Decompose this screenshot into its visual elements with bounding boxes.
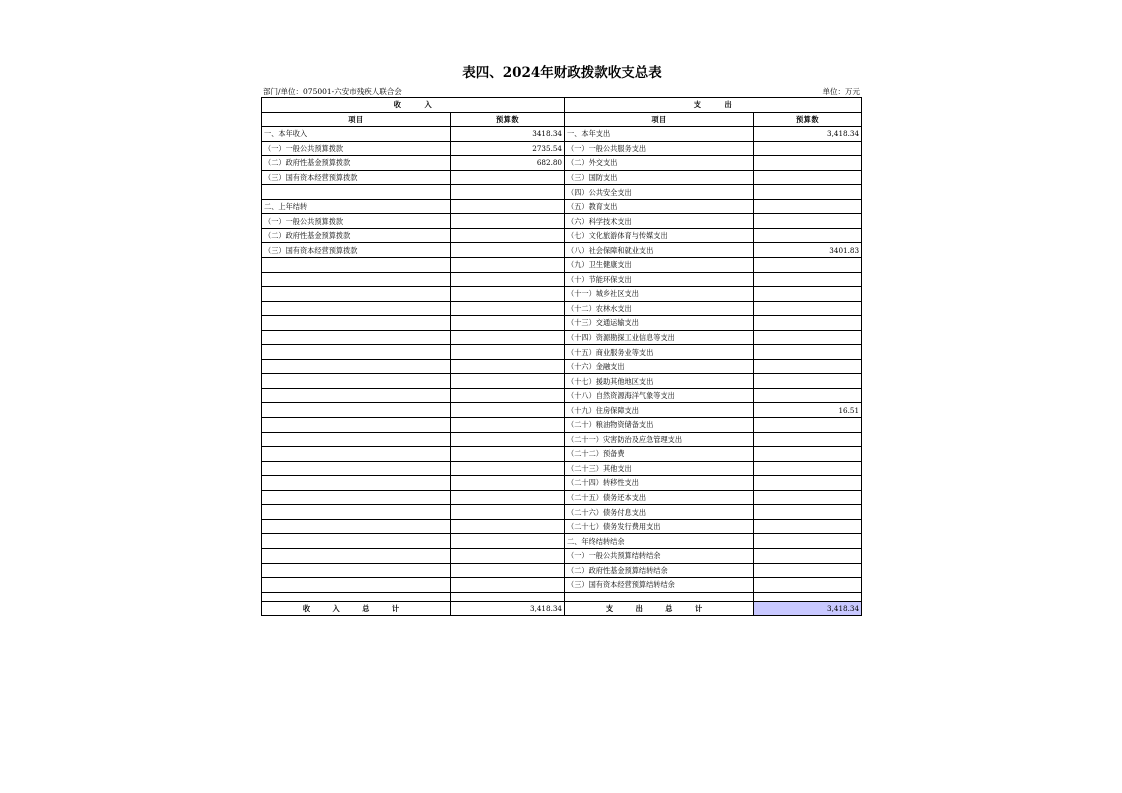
income-value-cell bbox=[451, 258, 565, 273]
income-item-cell bbox=[262, 476, 451, 491]
income-value-cell bbox=[451, 170, 565, 185]
income-item-cell bbox=[262, 490, 451, 505]
department-label: 部门/单位：075001-六安市残疾人联合会 bbox=[263, 87, 402, 96]
expense-value-cell bbox=[754, 374, 862, 389]
table-row bbox=[262, 461, 862, 476]
expense-item-cell: （二十一）灾害防治及应急管理支出 bbox=[565, 432, 754, 447]
expense-value-cell bbox=[754, 141, 862, 156]
expense-item-cell: （七）文化旅游体育与传媒支出 bbox=[565, 228, 754, 243]
income-item-cell bbox=[262, 432, 451, 447]
income-value-cell bbox=[451, 447, 565, 462]
income-value-cell bbox=[451, 578, 565, 593]
table-row bbox=[262, 534, 862, 549]
income-value-cell bbox=[451, 359, 565, 374]
expense-value-cell bbox=[754, 432, 862, 447]
table-row bbox=[262, 330, 862, 345]
expense-value-cell bbox=[754, 185, 862, 200]
income-value-cell bbox=[451, 316, 565, 331]
income-item-cell: （二）政府性基金预算拨款 bbox=[262, 228, 451, 243]
income-item-cell bbox=[262, 578, 451, 593]
table-row bbox=[262, 359, 862, 374]
table-row bbox=[262, 563, 862, 578]
table-row bbox=[262, 519, 862, 534]
table-row bbox=[262, 505, 862, 520]
budget-table bbox=[261, 97, 862, 616]
table-row bbox=[262, 374, 862, 389]
table-row bbox=[262, 185, 862, 200]
income-value-cell bbox=[451, 548, 565, 563]
table-row bbox=[262, 287, 862, 302]
expense-item-cell: （八）社会保障和就业支出 bbox=[565, 243, 754, 258]
income-item-cell bbox=[262, 301, 451, 316]
income-header: 收 入 bbox=[262, 98, 565, 113]
table-row bbox=[262, 156, 862, 171]
table-row bbox=[262, 490, 862, 505]
income-item-cell bbox=[262, 388, 451, 403]
income-value-cell: 3418.34 bbox=[451, 127, 565, 142]
expense-item-cell: （五）教育支出 bbox=[565, 199, 754, 214]
table-row bbox=[262, 214, 862, 229]
expense-item-cell: 一、本年支出 bbox=[565, 127, 754, 142]
income-value-cell bbox=[451, 519, 565, 534]
income-item-cell bbox=[262, 403, 451, 418]
income-item-cell bbox=[262, 345, 451, 360]
expense-value-cell bbox=[754, 199, 862, 214]
income-item-cell: （一）一般公共预算拨款 bbox=[262, 141, 451, 156]
expense-item-cell: （三）国防支出 bbox=[565, 170, 754, 185]
expense-value-cell bbox=[754, 563, 862, 578]
table-row bbox=[262, 403, 862, 418]
expense-item-cell: （二十五）债务还本支出 bbox=[565, 490, 754, 505]
table-row bbox=[262, 170, 862, 185]
expense-item-cell: （二十）粮油物资储备支出 bbox=[565, 418, 754, 433]
expense-value-cell bbox=[754, 447, 862, 462]
unit-label: 单位：万元 bbox=[822, 87, 860, 96]
income-item-cell bbox=[262, 359, 451, 374]
spacer-row bbox=[262, 592, 862, 601]
income-value-cell bbox=[451, 432, 565, 447]
expense-item-cell: （十三）交通运输支出 bbox=[565, 316, 754, 331]
expense-value-cell: 16.51 bbox=[754, 403, 862, 418]
expense-total-label: 支 出 总 计 bbox=[565, 601, 754, 616]
expense-item-cell: （二）外交支出 bbox=[565, 156, 754, 171]
expense-header: 支 出 bbox=[565, 98, 862, 113]
income-value-cell bbox=[451, 418, 565, 433]
income-item-cell bbox=[262, 185, 451, 200]
table-row bbox=[262, 316, 862, 331]
table-row bbox=[262, 127, 862, 142]
expense-item-cell: （四）公共安全支出 bbox=[565, 185, 754, 200]
income-item-cell bbox=[262, 287, 451, 302]
income-item-cell bbox=[262, 316, 451, 331]
expense-item-header: 项目 bbox=[565, 112, 754, 127]
table-row bbox=[262, 447, 862, 462]
table-row bbox=[262, 578, 862, 593]
expense-total-value: 3,418.34 bbox=[754, 601, 862, 616]
income-item-cell: 二、上年结转 bbox=[262, 199, 451, 214]
expense-value-cell bbox=[754, 272, 862, 287]
income-value-cell bbox=[451, 199, 565, 214]
expense-value-cell bbox=[754, 388, 862, 403]
expense-item-cell: （十八）自然资源海洋气象等支出 bbox=[565, 388, 754, 403]
income-value-cell bbox=[451, 214, 565, 229]
income-item-header: 项目 bbox=[262, 112, 451, 127]
expense-item-cell: （十九）住房保障支出 bbox=[565, 403, 754, 418]
income-item-cell bbox=[262, 505, 451, 520]
expense-value-cell bbox=[754, 301, 862, 316]
expense-value-cell bbox=[754, 228, 862, 243]
table-row bbox=[262, 432, 862, 447]
income-value-cell bbox=[451, 185, 565, 200]
income-item-cell bbox=[262, 519, 451, 534]
table-row bbox=[262, 301, 862, 316]
expense-value-cell bbox=[754, 505, 862, 520]
expense-item-cell: （二十六）债务付息支出 bbox=[565, 505, 754, 520]
income-value-cell bbox=[451, 374, 565, 389]
expense-item-cell: （二十二）预备费 bbox=[565, 447, 754, 462]
expense-value-cell bbox=[754, 345, 862, 360]
income-item-cell: （二）政府性基金预算拨款 bbox=[262, 156, 451, 171]
income-value-cell: 2735.54 bbox=[451, 141, 565, 156]
income-item-cell bbox=[262, 272, 451, 287]
expense-item-cell: （十）节能环保支出 bbox=[565, 272, 754, 287]
table-row bbox=[262, 258, 862, 273]
expense-value-cell bbox=[754, 534, 862, 549]
income-value-cell bbox=[451, 476, 565, 491]
expense-item-cell: （六）科学技术支出 bbox=[565, 214, 754, 229]
expense-value-cell bbox=[754, 418, 862, 433]
expense-value-cell bbox=[754, 170, 862, 185]
income-item-cell: 一、本年收入 bbox=[262, 127, 451, 142]
income-item-cell bbox=[262, 461, 451, 476]
income-item-cell bbox=[262, 447, 451, 462]
expense-value-cell bbox=[754, 476, 862, 491]
expense-item-cell: （十七）援助其他地区支出 bbox=[565, 374, 754, 389]
expense-item-cell: （十四）资源勘探工业信息等支出 bbox=[565, 330, 754, 345]
totals-row bbox=[262, 601, 862, 616]
income-value-cell bbox=[451, 461, 565, 476]
table-row bbox=[262, 243, 862, 258]
income-item-cell bbox=[262, 563, 451, 578]
income-total-value: 3,418.34 bbox=[451, 601, 565, 616]
expense-value-cell bbox=[754, 548, 862, 563]
expense-value-cell bbox=[754, 490, 862, 505]
income-value-cell bbox=[451, 330, 565, 345]
expense-item-cell: （二十四）转移性支出 bbox=[565, 476, 754, 491]
table-row bbox=[262, 228, 862, 243]
expense-item-cell: （二十七）债务发行费用支出 bbox=[565, 519, 754, 534]
income-item-cell bbox=[262, 330, 451, 345]
income-item-cell bbox=[262, 418, 451, 433]
section-header-row bbox=[262, 98, 862, 113]
income-item-cell bbox=[262, 548, 451, 563]
table-title: 表四、2024年财政拨款收支总表 bbox=[462, 65, 662, 81]
income-item-cell: （一）一般公共预算拨款 bbox=[262, 214, 451, 229]
expense-item-cell: （二十三）其他支出 bbox=[565, 461, 754, 476]
empty-cell bbox=[565, 592, 754, 601]
empty-cell bbox=[262, 592, 451, 601]
table-row bbox=[262, 272, 862, 287]
income-item-cell bbox=[262, 534, 451, 549]
table-row bbox=[262, 548, 862, 563]
table-row bbox=[262, 476, 862, 491]
expense-value-cell bbox=[754, 519, 862, 534]
income-value-cell bbox=[451, 287, 565, 302]
expense-value-cell bbox=[754, 578, 862, 593]
expense-item-cell: （十五）商业服务业等支出 bbox=[565, 345, 754, 360]
income-value-cell bbox=[451, 505, 565, 520]
expense-item-cell: （一）一般公共预算结转结余 bbox=[565, 548, 754, 563]
income-budget-header: 预算数 bbox=[451, 112, 565, 127]
expense-value-cell bbox=[754, 316, 862, 331]
income-value-cell bbox=[451, 243, 565, 258]
income-value-cell bbox=[451, 534, 565, 549]
income-value-cell bbox=[451, 388, 565, 403]
empty-cell bbox=[754, 592, 862, 601]
income-value-cell: 682.80 bbox=[451, 156, 565, 171]
expense-value-cell bbox=[754, 214, 862, 229]
expense-budget-header: 预算数 bbox=[754, 112, 862, 127]
expense-item-cell: （九）卫生健康支出 bbox=[565, 258, 754, 273]
income-value-cell bbox=[451, 272, 565, 287]
expense-value-cell bbox=[754, 258, 862, 273]
expense-value-cell bbox=[754, 156, 862, 171]
expense-value-cell bbox=[754, 287, 862, 302]
income-value-cell bbox=[451, 563, 565, 578]
income-value-cell bbox=[451, 301, 565, 316]
expense-value-cell bbox=[754, 461, 862, 476]
expense-value-cell bbox=[754, 359, 862, 374]
income-value-cell bbox=[451, 228, 565, 243]
column-header-row bbox=[262, 112, 862, 127]
table-row bbox=[262, 345, 862, 360]
expense-item-cell: 二、年终结转结余 bbox=[565, 534, 754, 549]
expense-value-cell: 3,418.34 bbox=[754, 127, 862, 142]
income-item-cell: （三）国有资本经营预算拨款 bbox=[262, 243, 451, 258]
table-row bbox=[262, 141, 862, 156]
expense-item-cell: （三）国有资本经营预算结转结余 bbox=[565, 578, 754, 593]
expense-item-cell: （二）政府性基金预算结转结余 bbox=[565, 563, 754, 578]
table-row bbox=[262, 199, 862, 214]
income-item-cell: （三）国有资本经营预算拨款 bbox=[262, 170, 451, 185]
expense-item-cell: （十六）金融支出 bbox=[565, 359, 754, 374]
expense-value-cell: 3401.83 bbox=[754, 243, 862, 258]
income-item-cell bbox=[262, 374, 451, 389]
income-value-cell bbox=[451, 345, 565, 360]
table-row bbox=[262, 418, 862, 433]
expense-item-cell: （十二）农林水支出 bbox=[565, 301, 754, 316]
table-row bbox=[262, 388, 862, 403]
empty-cell bbox=[451, 592, 565, 601]
expense-value-cell bbox=[754, 330, 862, 345]
income-total-label: 收 入 总 计 bbox=[262, 601, 451, 616]
income-value-cell bbox=[451, 490, 565, 505]
expense-item-cell: （十一）城乡社区支出 bbox=[565, 287, 754, 302]
income-value-cell bbox=[451, 403, 565, 418]
income-item-cell bbox=[262, 258, 451, 273]
expense-item-cell: （一）一般公共服务支出 bbox=[565, 141, 754, 156]
